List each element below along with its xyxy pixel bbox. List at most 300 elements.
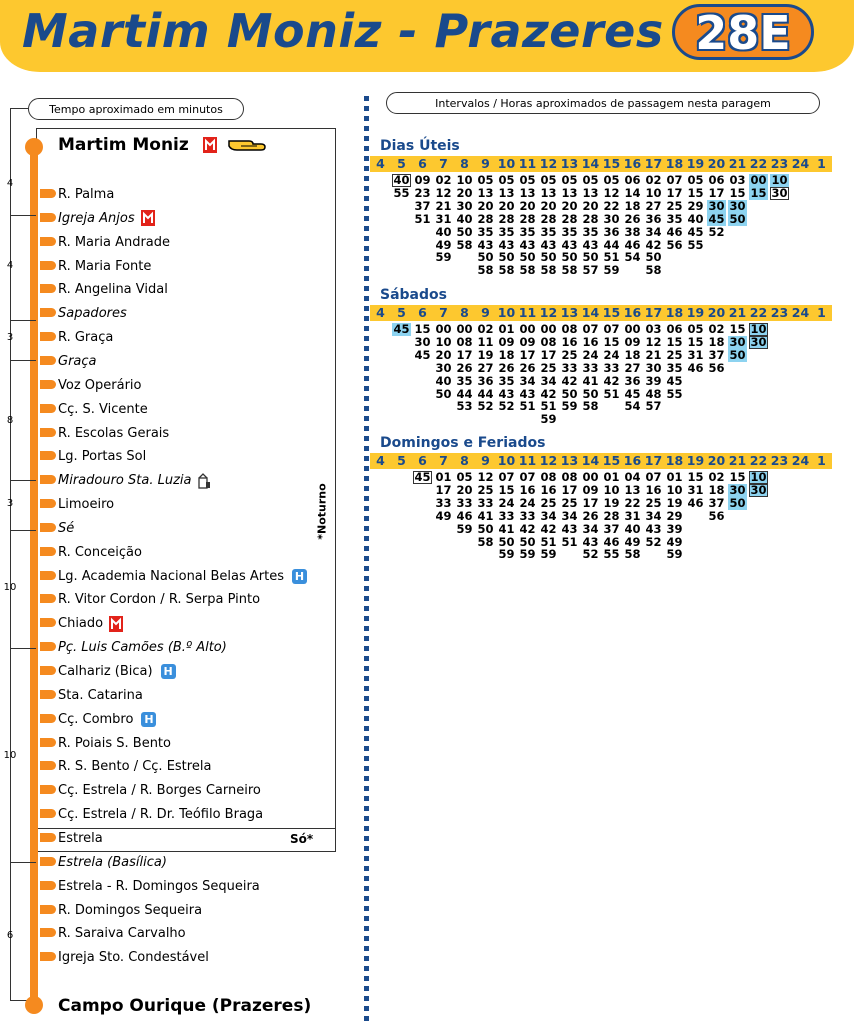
- stop-marker: [40, 928, 56, 937]
- minute-cell: 44: [477, 386, 494, 401]
- minute-cell: 33: [477, 495, 494, 510]
- minute-cell: 59: [435, 250, 452, 265]
- minute-cell: 16: [540, 482, 557, 497]
- h-icon: H: [141, 712, 156, 727]
- stop-label: Cç. S. Vicente: [58, 401, 148, 417]
- minute-cell: 50: [645, 250, 662, 265]
- minute-cell: 33: [498, 508, 515, 523]
- minute-cell: 50: [456, 224, 473, 239]
- section-title: Sábados: [380, 287, 447, 303]
- hour-label: 21: [728, 453, 747, 468]
- stop-marker: [40, 857, 56, 866]
- minute-cell: 36: [624, 373, 641, 388]
- hour-label: 1: [817, 156, 826, 171]
- minute-cell: 51: [603, 386, 620, 401]
- minute-cell: 57: [645, 399, 662, 414]
- stop-item[interactable]: [40, 424, 169, 444]
- stop-label: Lg. Portas Sol: [58, 449, 147, 465]
- stop-marker: [40, 308, 56, 317]
- minute-cell: 15: [729, 322, 746, 336]
- hour-label: 6: [418, 305, 427, 320]
- minute-cell: 09: [414, 173, 431, 187]
- stop-item[interactable]: [40, 877, 260, 897]
- hour-label: 4: [376, 453, 385, 468]
- minute-cell: 52: [582, 547, 599, 562]
- stop-item[interactable]: [40, 901, 202, 921]
- stop-label: Sé: [58, 520, 75, 536]
- minute-cell: 37: [708, 495, 725, 510]
- minute-cell: 34: [645, 224, 662, 239]
- minute-cell: 15: [687, 185, 704, 200]
- minute-cell: 17: [582, 495, 599, 510]
- minute-cell: 30: [750, 334, 767, 349]
- stop-item[interactable]: [40, 519, 74, 539]
- minute-cell: 30: [645, 360, 662, 375]
- minute-cell: 13: [540, 185, 557, 200]
- hour-label: 17: [644, 305, 663, 320]
- stop-item[interactable]: [40, 209, 155, 229]
- minute-cell: 42: [603, 373, 620, 388]
- legend-bracket-line: [10, 108, 11, 1000]
- minute-cell: 18: [624, 347, 641, 362]
- so-night-label: Só*: [290, 832, 314, 846]
- minute-cell: 52: [498, 399, 515, 414]
- separator-dots: [364, 96, 369, 1024]
- stop-item[interactable]: [40, 662, 176, 682]
- hour-label: 6: [418, 156, 427, 171]
- minute-cell: 18: [498, 347, 515, 362]
- minute-cell: 56: [708, 508, 725, 523]
- segment-divider: [10, 320, 36, 321]
- hour-label: 13: [560, 156, 579, 171]
- hour-label: 12: [539, 156, 558, 171]
- route-number-badge: 28E: [672, 4, 814, 60]
- minute-cell: 51: [603, 250, 620, 265]
- stop-item[interactable]: [40, 280, 168, 300]
- hour-label: 10: [497, 453, 516, 468]
- stop-marker: [40, 428, 56, 437]
- minute-cell: 26: [498, 360, 515, 375]
- minute-cell: 52: [645, 534, 662, 549]
- h-icon: H: [292, 569, 307, 584]
- segment-time: 10: [3, 750, 17, 761]
- minute-cell: 07: [519, 470, 536, 484]
- minute-cell: 43: [645, 521, 662, 536]
- minute-cell: 43: [519, 237, 536, 252]
- minute-cell: 50: [561, 386, 578, 401]
- minute-cell: 20: [582, 198, 599, 213]
- hour-label: 6: [418, 453, 427, 468]
- stop-item[interactable]: [40, 829, 103, 849]
- minute-cell: 26: [582, 508, 599, 523]
- minute-cell: 51: [414, 211, 431, 226]
- stop-label: Calhariz (Bica): [58, 664, 153, 679]
- stop-marker: [40, 905, 56, 914]
- minute-cell: 31: [687, 347, 704, 362]
- minute-cell: 50: [477, 521, 494, 536]
- hour-label: 23: [770, 156, 789, 171]
- stop-marker: [40, 261, 56, 270]
- stop-item[interactable]: [40, 614, 123, 634]
- minute-cell: 46: [666, 224, 683, 239]
- minute-cell: 58: [477, 263, 494, 278]
- stop-item[interactable]: [40, 447, 146, 467]
- stop-item[interactable]: [40, 376, 142, 396]
- intervals-legend: Intervalos / Horas aproximados de passagem nesta paragem: [386, 92, 820, 114]
- minute-cell: 39: [666, 521, 683, 536]
- minute-cell: 50: [519, 534, 536, 549]
- hour-label: 10: [497, 305, 516, 320]
- hour-label: 13: [560, 305, 579, 320]
- minute-cell: 59: [540, 412, 557, 427]
- h-icon: H: [161, 664, 176, 679]
- section-title: Dias Úteis: [380, 138, 460, 154]
- minute-cell: 09: [498, 334, 515, 349]
- segment-time: 8: [6, 415, 14, 426]
- stop-item[interactable]: [40, 710, 156, 730]
- minute-cell: 46: [624, 237, 641, 252]
- stop-marker: [40, 475, 56, 484]
- stop-marker: [40, 189, 56, 198]
- minute-cell: 10: [435, 334, 452, 349]
- minute-cell: 50: [729, 211, 746, 226]
- minute-cell: 43: [477, 237, 494, 252]
- minute-cell: 16: [561, 334, 578, 349]
- minute-cell: 58: [582, 399, 599, 414]
- minute-cell: 48: [645, 386, 662, 401]
- hour-label: 4: [376, 305, 385, 320]
- pointing-hand-icon: [227, 137, 267, 153]
- stop-marker: [40, 738, 56, 747]
- stop-label: R. S. Bento / Cç. Estrela: [58, 759, 212, 775]
- minute-cell: 46: [687, 360, 704, 375]
- minute-cell: 21: [645, 347, 662, 362]
- minute-cell: 20: [561, 198, 578, 213]
- minute-cell: 28: [519, 211, 536, 226]
- hour-label: 21: [728, 305, 747, 320]
- minute-cell: 10: [771, 173, 788, 187]
- minute-cell: 13: [561, 185, 578, 200]
- minute-cell: 45: [666, 373, 683, 388]
- hour-label: 15: [602, 453, 621, 468]
- origin-dot: [25, 138, 43, 156]
- hour-label: 24: [791, 305, 810, 320]
- minute-cell: 35: [666, 211, 683, 226]
- metro-icon: [203, 137, 217, 153]
- minute-cell: 31: [435, 211, 452, 226]
- minute-cell: 58: [645, 263, 662, 278]
- minute-cell: 05: [540, 173, 557, 187]
- stop-label: Sta. Catarina: [58, 687, 143, 703]
- minute-cell: 35: [519, 224, 536, 239]
- minute-cell: 01: [435, 470, 452, 484]
- stop-item[interactable]: [40, 471, 211, 491]
- stop-label: R. Maria Andrade: [58, 234, 171, 250]
- minute-cell: 15: [750, 185, 767, 200]
- minute-cell: 28: [498, 211, 515, 226]
- stop-item[interactable]: [40, 734, 171, 754]
- minute-cell: 10: [750, 322, 767, 336]
- minute-cell: 13: [519, 185, 536, 200]
- minute-cell: 26: [456, 360, 473, 375]
- stop-label: R. Poiais S. Bento: [58, 735, 171, 751]
- minute-cell: 40: [393, 173, 410, 187]
- stop-item[interactable]: [40, 590, 260, 610]
- hour-label: 12: [539, 453, 558, 468]
- stop-marker: [40, 618, 56, 627]
- minute-cell: 19: [477, 347, 494, 362]
- stop-item[interactable]: [40, 638, 227, 658]
- minute-cell: 33: [561, 360, 578, 375]
- minute-cell: 24: [603, 347, 620, 362]
- stop-marker: [40, 237, 56, 246]
- minute-cell: 05: [687, 322, 704, 336]
- minute-cell: 59: [603, 263, 620, 278]
- minute-cell: 55: [393, 185, 410, 200]
- stop-item[interactable]: [40, 352, 97, 372]
- stop-marker: [40, 284, 56, 293]
- hour-label: 15: [602, 305, 621, 320]
- hour-label: 7: [439, 305, 448, 320]
- stop-marker: [40, 881, 56, 890]
- stop-item[interactable]: [40, 805, 263, 825]
- minute-cell: 43: [561, 521, 578, 536]
- minute-cell: 12: [603, 185, 620, 200]
- hour-label: 5: [397, 305, 406, 320]
- segment-divider: [10, 530, 36, 531]
- minute-cell: 42: [540, 386, 557, 401]
- minute-cell: 49: [666, 534, 683, 549]
- stop-label: Igreja Anjos: [58, 210, 135, 226]
- minute-cell: 45: [624, 386, 641, 401]
- minute-cell: 13: [624, 482, 641, 497]
- stop-label: R. Maria Fonte: [58, 258, 152, 274]
- minute-cell: 50: [540, 250, 557, 265]
- minute-cell: 58: [624, 547, 641, 562]
- hour-label: 13: [560, 453, 579, 468]
- minute-cell: 40: [687, 211, 704, 226]
- minute-cell: 46: [603, 534, 620, 549]
- minute-cell: 43: [582, 534, 599, 549]
- minute-cell: 33: [582, 360, 599, 375]
- stop-marker: [40, 761, 56, 770]
- minute-cell: 51: [519, 399, 536, 414]
- hour-label: 14: [581, 156, 600, 171]
- minute-cell: 01: [498, 322, 515, 336]
- hour-label: 22: [749, 453, 768, 468]
- minute-cell: 50: [729, 347, 746, 362]
- minute-cell: 05: [687, 173, 704, 187]
- minute-cell: 28: [582, 211, 599, 226]
- minute-cell: 58: [519, 263, 536, 278]
- stop-marker: [40, 404, 56, 413]
- minute-cell: 30: [456, 198, 473, 213]
- stop-marker: [40, 666, 56, 675]
- stop-marker: [40, 547, 56, 556]
- minute-cell: 43: [498, 237, 515, 252]
- minute-cell: 15: [729, 185, 746, 200]
- minute-cell: 30: [750, 482, 767, 497]
- minute-cell: 23: [414, 185, 431, 200]
- minute-cell: 36: [477, 373, 494, 388]
- stop-item[interactable]: [40, 233, 170, 253]
- minute-cell: 27: [477, 360, 494, 375]
- stop-label: R. Graça: [58, 330, 114, 346]
- stop-label: Limoeiro: [58, 497, 115, 513]
- stop-item[interactable]: [40, 185, 114, 205]
- stop-item[interactable]: [40, 304, 127, 324]
- stop-item[interactable]: [40, 781, 261, 801]
- stop-label: R. Domingos Sequeira: [58, 902, 203, 918]
- minute-cell: 30: [771, 185, 788, 200]
- minute-cell: 27: [624, 360, 641, 375]
- minute-cell: 51: [561, 534, 578, 549]
- stop-item[interactable]: [40, 686, 143, 706]
- minute-cell: 35: [666, 360, 683, 375]
- stop-label: R. Palma: [58, 187, 115, 202]
- stop-marker: [40, 499, 56, 508]
- minute-cell: 25: [645, 495, 662, 510]
- minute-cell: 54: [624, 250, 641, 265]
- minute-cell: 58: [498, 263, 515, 278]
- minute-cell: 28: [561, 211, 578, 226]
- minute-cell: 40: [624, 521, 641, 536]
- minute-cell: 44: [603, 237, 620, 252]
- minute-cell: 17: [708, 185, 725, 200]
- minute-cell: 33: [603, 360, 620, 375]
- hour-label: 23: [770, 305, 789, 320]
- minute-cell: 53: [456, 399, 473, 414]
- minute-cell: 05: [519, 173, 536, 187]
- segment-divider: [10, 215, 36, 216]
- minute-cell: 34: [561, 508, 578, 523]
- minute-cell: 17: [561, 482, 578, 497]
- stop-marker: [40, 714, 56, 723]
- stop-marker: [40, 809, 56, 818]
- stop-marker: [40, 451, 56, 460]
- minute-cell: 52: [477, 399, 494, 414]
- minute-cell: 38: [624, 224, 641, 239]
- minute-cell: 08: [456, 334, 473, 349]
- stop-item[interactable]: [40, 567, 307, 587]
- minute-cell: 00: [750, 173, 767, 187]
- minute-cell: 41: [477, 508, 494, 523]
- hours-bar: [370, 453, 832, 469]
- minute-cell: 02: [435, 173, 452, 187]
- stop-label: R. Vitor Cordon / R. Serpa Pinto: [58, 592, 261, 608]
- stop-item[interactable]: [40, 257, 151, 277]
- minute-cell: 12: [645, 334, 662, 349]
- hour-label: 17: [644, 156, 663, 171]
- minute-cell: 02: [708, 470, 725, 484]
- stop-item[interactable]: [40, 328, 113, 348]
- minute-cell: 17: [540, 347, 557, 362]
- minute-cell: 04: [624, 470, 641, 484]
- minute-cell: 18: [708, 334, 725, 349]
- hour-label: 5: [397, 156, 406, 171]
- minute-cell: 30: [603, 211, 620, 226]
- minute-cell: 35: [477, 224, 494, 239]
- minute-cell: 17: [435, 482, 452, 497]
- legend-bracket-top: [10, 108, 28, 109]
- stop-item[interactable]: [40, 924, 186, 944]
- hour-label: 5: [397, 453, 406, 468]
- minute-cell: 03: [645, 322, 662, 336]
- stop-marker: [40, 952, 56, 961]
- stop-item[interactable]: [40, 757, 211, 777]
- minute-cell: 17: [519, 347, 536, 362]
- minute-cell: 13: [582, 185, 599, 200]
- minute-cell: 50: [582, 386, 599, 401]
- segment-divider: [10, 648, 36, 649]
- minute-cell: 58: [561, 263, 578, 278]
- minute-cell: 37: [708, 347, 725, 362]
- minute-cell: 00: [540, 322, 557, 336]
- stop-item[interactable]: [40, 853, 167, 873]
- minute-cell: 44: [456, 386, 473, 401]
- stop-marker: [40, 380, 56, 389]
- stop-label: R. Saraiva Carvalho: [58, 926, 186, 942]
- stop-marker: [40, 833, 56, 842]
- minute-cell: 51: [540, 399, 557, 414]
- stop-item[interactable]: [40, 543, 142, 563]
- origin-stop[interactable]: [58, 135, 267, 155]
- stop-item[interactable]: [40, 400, 148, 420]
- minute-cell: 09: [519, 334, 536, 349]
- minute-cell: 45: [687, 224, 704, 239]
- hour-label: 19: [686, 156, 705, 171]
- hour-label: 17: [644, 453, 663, 468]
- minute-cell: 19: [666, 495, 683, 510]
- metro-icon: [109, 616, 123, 632]
- hour-label: 10: [497, 156, 516, 171]
- stop-item[interactable]: [40, 948, 209, 968]
- destination-stop[interactable]: Campo Ourique (Prazeres): [58, 996, 312, 1016]
- minute-cell: 49: [624, 534, 641, 549]
- minute-cell: 22: [603, 198, 620, 213]
- hour-label: 18: [665, 453, 684, 468]
- minute-cell: 56: [708, 360, 725, 375]
- minute-cell: 09: [582, 482, 599, 497]
- hour-label: 18: [665, 156, 684, 171]
- minute-cell: 29: [666, 508, 683, 523]
- minute-cell: 57: [582, 263, 599, 278]
- minute-cell: 10: [666, 482, 683, 497]
- hour-label: 11: [518, 156, 537, 171]
- header-banner: [0, 0, 854, 72]
- hour-label: 16: [623, 453, 642, 468]
- minute-cell: 07: [645, 470, 662, 484]
- minute-cell: 25: [666, 347, 683, 362]
- hour-label: 15: [602, 156, 621, 171]
- minute-cell: 05: [561, 173, 578, 187]
- stop-item[interactable]: [40, 495, 114, 515]
- minute-cell: 34: [645, 508, 662, 523]
- minute-cell: 15: [414, 322, 431, 336]
- minute-cell: 00: [456, 322, 473, 336]
- minute-cell: 59: [498, 547, 515, 562]
- minute-cell: 34: [582, 521, 599, 536]
- hour-label: 8: [460, 305, 469, 320]
- minute-cell: 25: [666, 198, 683, 213]
- minute-cell: 00: [519, 322, 536, 336]
- minute-cell: 45: [414, 470, 431, 484]
- minute-cell: 18: [624, 198, 641, 213]
- minute-cell: 59: [519, 547, 536, 562]
- minute-cell: 15: [687, 470, 704, 484]
- stop-marker: [40, 213, 56, 222]
- minute-cell: 15: [687, 334, 704, 349]
